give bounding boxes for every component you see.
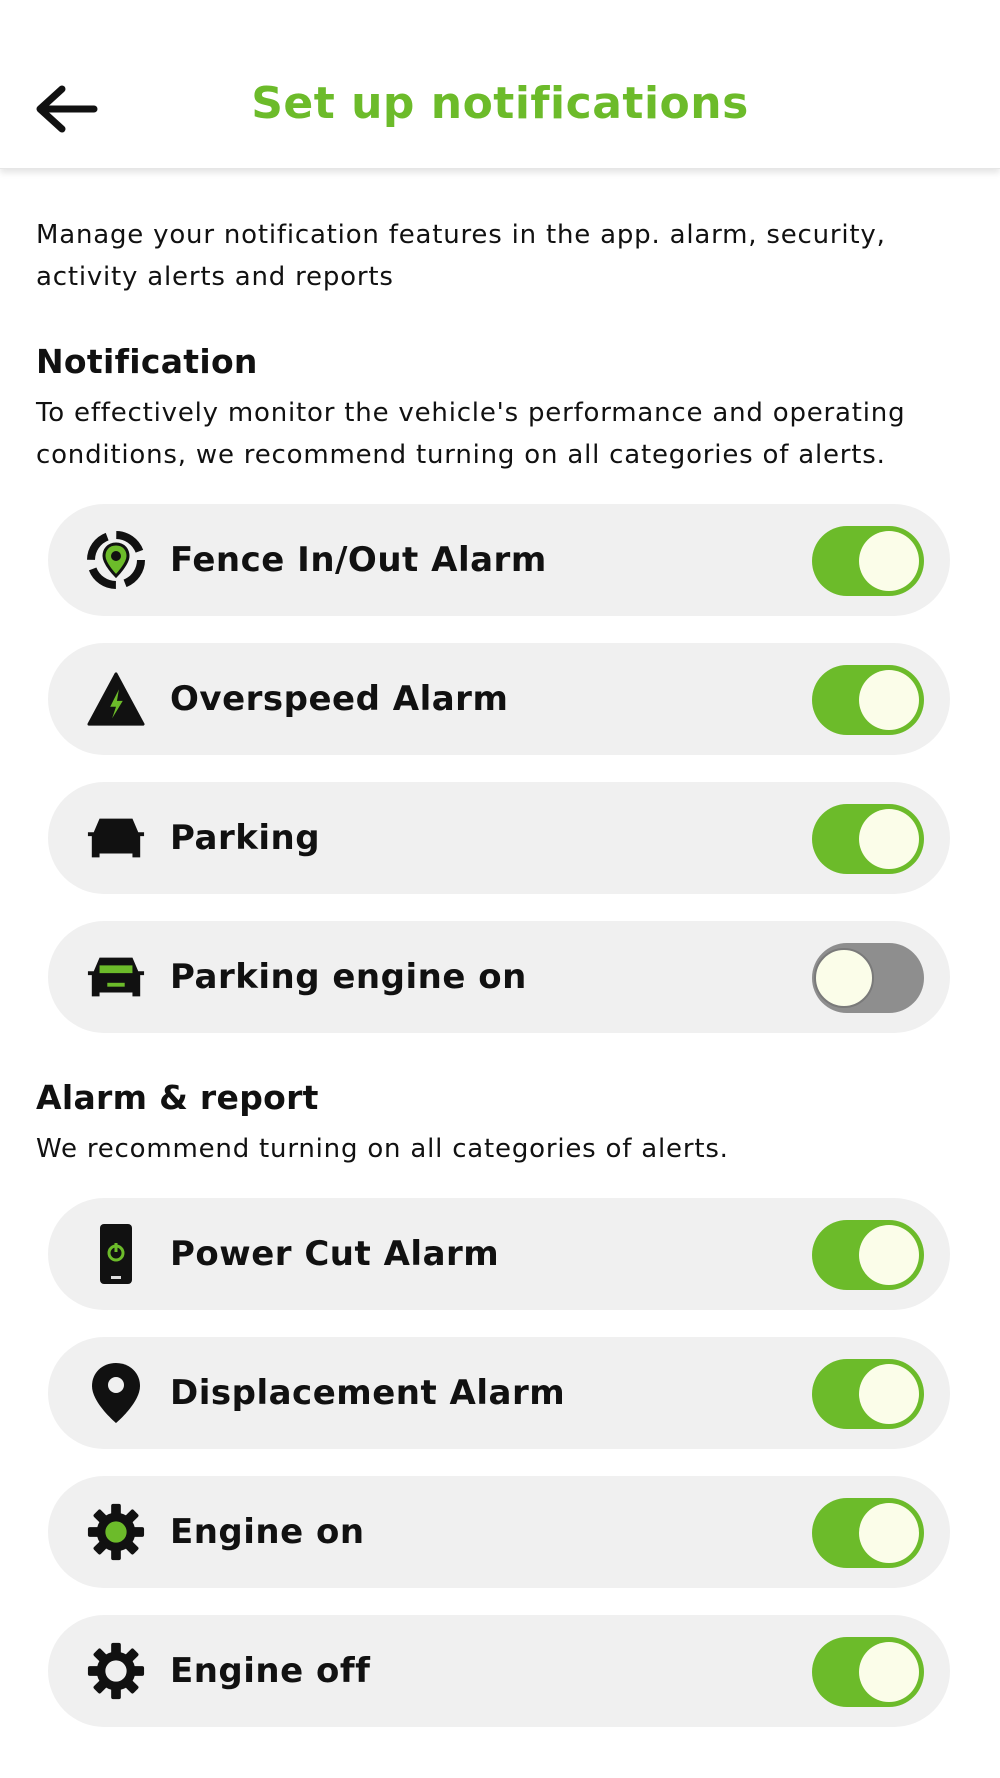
alarm-report-section-description: We recommend turning on all categories of alerts. <box>36 1134 729 1164</box>
notification-row-overspeed[interactable] <box>48 643 950 755</box>
overspeed-alarm-toggle[interactable] <box>812 665 924 735</box>
power-cut-alarm-toggle[interactable] <box>812 1220 924 1290</box>
row-label: Parking <box>170 818 321 858</box>
parking-toggle[interactable] <box>812 804 924 874</box>
notification-section-description: To effectively monitor the vehicle's performance and operating conditions, we recommend turning on all categories of alerts. <box>36 398 906 470</box>
geofence-icon <box>86 530 146 590</box>
app-header <box>0 0 1000 169</box>
engine-on-toggle[interactable] <box>812 1498 924 1568</box>
notification-row-fence[interactable] <box>48 504 950 616</box>
parking-engine-on-toggle[interactable] <box>812 943 924 1013</box>
notification-row-parking[interactable] <box>48 782 950 894</box>
row-label: Fence In/Out Alarm <box>170 540 547 580</box>
alarm-report-section-title: Alarm & report <box>36 1078 319 1117</box>
location-pin-icon <box>86 1363 146 1423</box>
car-icon <box>86 808 146 868</box>
row-label: Overspeed Alarm <box>170 679 509 719</box>
gear-icon <box>86 1641 146 1701</box>
notification-row-parking-engine-on[interactable] <box>48 921 950 1033</box>
row-label: Parking engine on <box>170 957 527 997</box>
intro-text: Manage your notification features in the app. alarm, security, activity alerts and reports <box>36 220 886 292</box>
row-label: Power Cut Alarm <box>170 1234 500 1274</box>
fence-alarm-toggle[interactable] <box>812 526 924 596</box>
gear-green-icon <box>86 1502 146 1562</box>
warning-lightning-icon <box>86 669 146 729</box>
row-label: Engine off <box>170 1651 371 1691</box>
engine-off-toggle[interactable] <box>812 1637 924 1707</box>
car-engine-icon <box>86 947 146 1007</box>
notification-section-title: Notification <box>36 342 258 381</box>
alarm-row-engine-on[interactable] <box>48 1476 950 1588</box>
alarm-row-displacement[interactable] <box>48 1337 950 1449</box>
phone-power-icon <box>86 1224 146 1284</box>
row-label: Displacement Alarm <box>170 1373 566 1413</box>
displacement-alarm-toggle[interactable] <box>812 1359 924 1429</box>
row-label: Engine on <box>170 1512 365 1552</box>
page-title: Set up notifications <box>251 78 749 129</box>
alarm-row-engine-off[interactable] <box>48 1615 950 1727</box>
alarm-row-power-cut[interactable] <box>48 1198 950 1310</box>
